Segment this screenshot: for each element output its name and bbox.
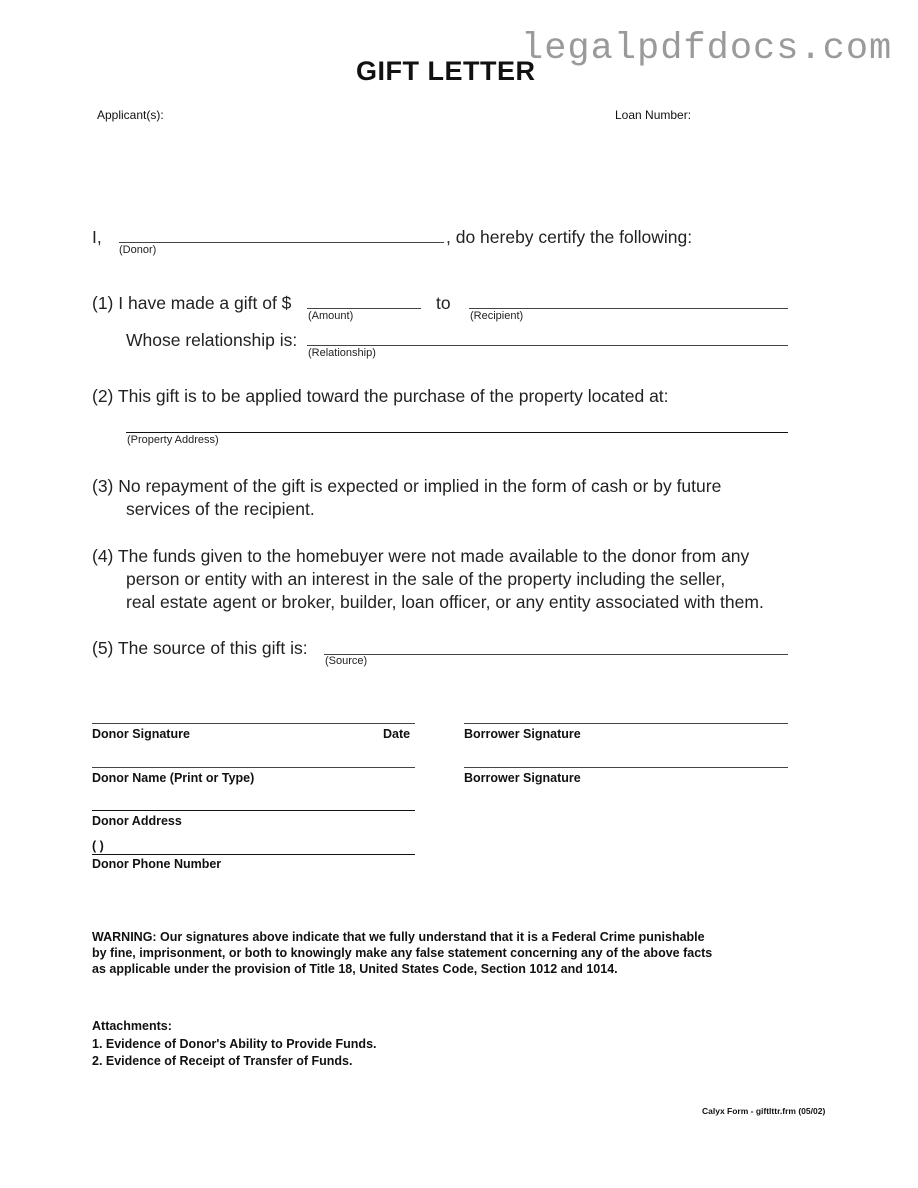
donor-signature-field[interactable] (92, 723, 415, 724)
donor-name-field[interactable] (92, 767, 415, 768)
item4-line2: person or entity with an interest in the sale of the property including the seller, (126, 569, 726, 589)
amount-field[interactable] (307, 308, 421, 309)
item4-line3: real estate agent or broker, builder, loan officer, or any entity associated with them. (126, 592, 764, 612)
recipient-field[interactable] (469, 308, 788, 309)
to-text: to (436, 293, 451, 313)
date-label: Date (383, 727, 411, 741)
item3-line1: (3) No repayment of the gift is expected or implied in the form of cash or by future (92, 476, 722, 496)
property-address-field[interactable] (126, 432, 788, 433)
watermark-text: legalpdfdocs.com (521, 28, 893, 70)
certify-text: , do hereby certify the following: (446, 227, 693, 247)
page-title: GIFT LETTER (356, 56, 536, 86)
item3-line2: services of the recipient. (126, 499, 315, 519)
loan-number-label: Loan Number: (615, 108, 692, 122)
warning-line3: as applicable under the provision of Title 18, United States Code, Section 1012 and 1014. (92, 962, 618, 976)
warning-line1: WARNING: Our signatures above indicate that we fully understand that it is a Federal Crime punishable (92, 930, 705, 944)
donor-prefix: I, (92, 227, 102, 247)
relationship-field[interactable] (307, 345, 788, 346)
relationship-text: Whose relationship is: (126, 330, 298, 350)
amount-caption: (Amount) (308, 310, 354, 322)
borrower-signature-field-2[interactable] (464, 767, 788, 768)
donor-phone-field[interactable] (92, 854, 415, 855)
donor-address-field[interactable] (92, 810, 415, 811)
donor-phone-label: Donor Phone Number (92, 857, 222, 871)
item4-line1: (4) The funds given to the homebuyer were not made available to the donor from any (92, 546, 750, 566)
property-address-caption: (Property Address) (127, 434, 219, 446)
source-caption: (Source) (325, 655, 368, 667)
relationship-caption: (Relationship) (308, 347, 376, 359)
borrower-signature-label-2: Borrower Signature (464, 771, 581, 785)
item1-text: (1) I have made a gift of $ (92, 293, 292, 313)
donor-field[interactable] (119, 242, 444, 243)
donor-caption: (Donor) (119, 244, 157, 256)
item2-text: (2) This gift is to be applied toward the purchase of the property located at: (92, 386, 669, 406)
item5-text: (5) The source of this gift is: (92, 638, 308, 658)
borrower-signature-label-1: Borrower Signature (464, 727, 581, 741)
donor-signature-label: Donor Signature (92, 727, 190, 741)
borrower-signature-field-1[interactable] (464, 723, 788, 724)
warning-line2: by fine, imprisonment, or both to knowingly make any false statement concerning any of the above facts (92, 946, 713, 960)
phone-area-code: ( ) (92, 839, 104, 853)
attachment-item: 1. Evidence of Donor's Ability to Provide Funds. (92, 1037, 377, 1051)
applicants-label: Applicant(s): (97, 108, 164, 122)
attachment-item: 2. Evidence of Receipt of Transfer of Funds. (92, 1054, 353, 1068)
form-footer: Calyx Form - giftlttr.frm (05/02) (702, 1106, 826, 1116)
source-field[interactable] (324, 654, 788, 655)
attachments-label: Attachments: (92, 1019, 172, 1033)
recipient-caption: (Recipient) (470, 310, 524, 322)
donor-address-label: Donor Address (92, 814, 182, 828)
donor-name-label: Donor Name (Print or Type) (92, 771, 255, 785)
